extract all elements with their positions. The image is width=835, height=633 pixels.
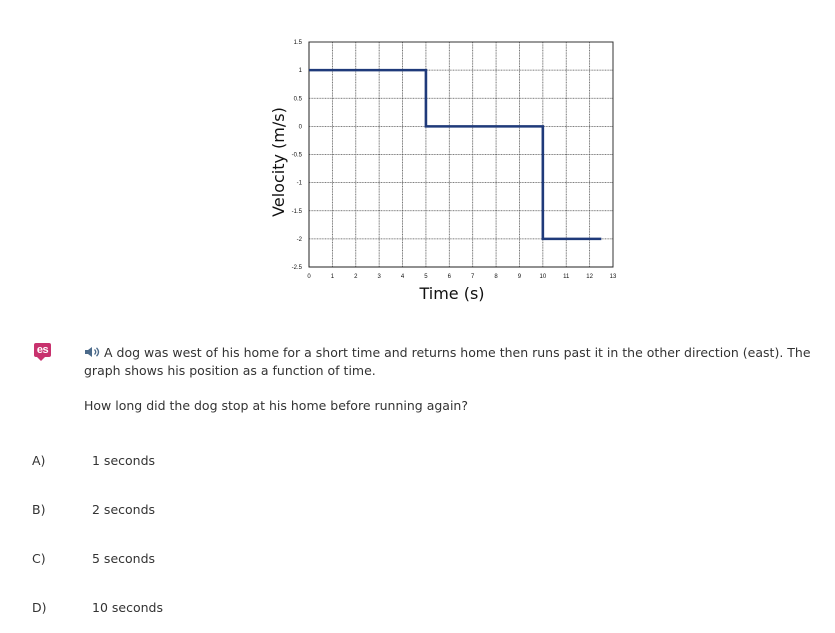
question-prompt: How long did the dog stop at his home before running again? [84, 398, 468, 413]
choice-text: 10 seconds [92, 600, 163, 615]
x-tick-label: 1 [330, 274, 335, 280]
y-tick-label: 0.5 [293, 96, 302, 103]
x-tick-label: 0 [307, 274, 311, 280]
y-tick-label: -1 [296, 180, 302, 187]
answer-choice-c[interactable] [0, 551, 400, 573]
y-tick-label: 1.5 [293, 40, 302, 46]
spanish-translation-button[interactable]: es [34, 343, 51, 357]
y-tick-label: -1.5 [291, 208, 302, 215]
x-tick-label: 3 [377, 274, 381, 280]
x-axis-title: Time (s) [419, 284, 485, 303]
y-axis-title: Velocity (m/s) [269, 107, 288, 217]
x-tick-label: 8 [494, 274, 498, 280]
y-tick-label: 1 [298, 68, 302, 75]
y-tick-label: -2 [296, 236, 302, 243]
answer-choice-b[interactable] [0, 502, 400, 524]
question-text [84, 344, 824, 380]
choice-letter: A) [32, 453, 46, 468]
y-tick-label: -2.5 [291, 265, 302, 271]
x-tick-label: 10 [539, 274, 547, 280]
x-tick-label: 13 [609, 274, 617, 280]
x-tick-label: 4 [400, 274, 405, 280]
chart-tick-labels [292, 40, 617, 280]
choice-letter: C) [32, 551, 46, 566]
chart-svg [260, 36, 630, 310]
choice-letter: B) [32, 502, 46, 517]
speaker-icon[interactable] [84, 345, 104, 357]
x-tick-label: 6 [447, 274, 451, 280]
x-tick-label: 5 [424, 274, 428, 280]
choice-text: 1 seconds [92, 453, 156, 468]
choice-text: 5 seconds [92, 551, 156, 566]
y-tick-label: -0.5 [291, 152, 302, 159]
question-body: A dog was west of his home for a short time and returns home then runs past it in the other direction (east). The graph shows his position as a function of time. [84, 345, 811, 378]
x-tick-label: 12 [586, 274, 593, 280]
x-tick-label: 2 [354, 274, 358, 280]
answer-choice-d[interactable] [0, 600, 400, 622]
choice-text: 2 seconds [92, 502, 156, 517]
x-tick-label: 9 [517, 274, 522, 280]
x-tick-label: 7 [471, 274, 475, 280]
choice-letter: D) [32, 600, 47, 615]
chart-grid [309, 42, 613, 267]
answer-choice-a[interactable] [0, 453, 400, 475]
velocity-time-chart [260, 36, 630, 310]
x-tick-label: 11 [563, 274, 570, 280]
y-tick-label: 0 [298, 124, 302, 131]
